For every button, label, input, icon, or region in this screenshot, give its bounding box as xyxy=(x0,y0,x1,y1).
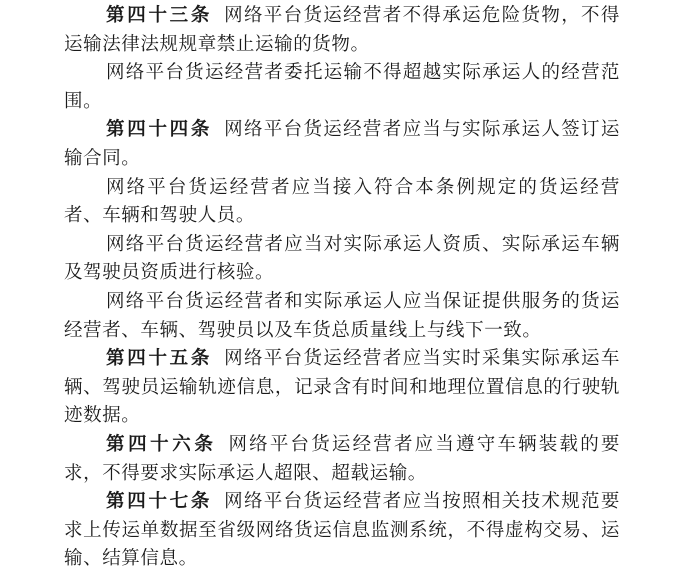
paragraph-text: 网络平台货运经营者应当按照相关技术规范要求上传运单数据至省级网络货运信息监测系统，不得虚构交易、运输、结算信息。 xyxy=(64,491,620,570)
article-number: 第四十七条 xyxy=(106,491,213,513)
article-44-paragraph-1 xyxy=(64,116,620,173)
article-number: 第四十六条 xyxy=(106,433,217,455)
article-43-paragraph-1 xyxy=(64,2,620,59)
article-44-paragraph-4 xyxy=(64,288,620,345)
article-number: 第四十五条 xyxy=(106,348,213,370)
article-number: 第四十四条 xyxy=(106,119,213,141)
paragraph-text: 网络平台货运经营者不得承运危险货物，不得运输法律法规规章禁止运输的货物。 xyxy=(64,5,620,55)
paragraph-text: 网络平台货运经营者应当对实际承运人资质、实际承运车辆及驾驶员资质进行核验。 xyxy=(64,233,620,284)
paragraph-text: 网络平台货运经营者委托运输不得超越实际承运人的经营范围。 xyxy=(64,62,620,112)
paragraph-text: 网络平台货运经营者应当实时采集实际承运车辆、驾驶员运输轨迹信息，记录含有时间和地理位置信息的行驶轨迹数据。 xyxy=(64,348,620,427)
paragraph-text: 网络平台货运经营者应当接入符合本条例规定的货运经营者、车辆和驾驶人员。 xyxy=(64,176,620,227)
document-body xyxy=(64,0,620,574)
article-number: 第四十三条 xyxy=(106,5,213,26)
paragraph-text: 网络平台货运经营者应当与实际承运人签订运输合同。 xyxy=(64,119,620,169)
article-44-paragraph-3 xyxy=(64,231,620,288)
article-43-paragraph-2 xyxy=(64,59,620,116)
article-45-paragraph-1 xyxy=(64,345,620,431)
paragraph-text: 网络平台货运经营者应当遵守车辆装载的要求，不得要求实际承运人超限、超载运输。 xyxy=(64,433,620,484)
paragraph-text: 网络平台货运经营者和实际承运人应当保证提供服务的货运经营者、车辆、驾驶员以及车货总质量线上与线下一致。 xyxy=(64,290,620,341)
article-47-paragraph-1 xyxy=(64,488,620,574)
article-44-paragraph-2 xyxy=(64,174,620,231)
article-46-paragraph-1 xyxy=(64,431,620,488)
